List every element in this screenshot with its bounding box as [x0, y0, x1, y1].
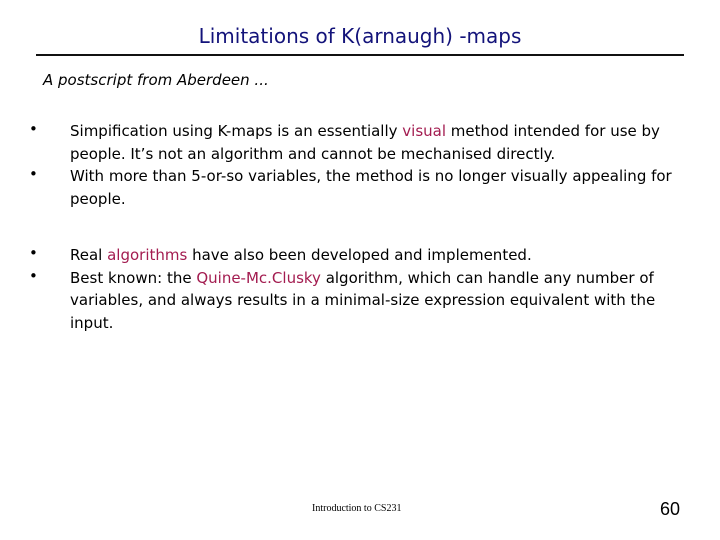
bullet-text	[70, 122, 660, 163]
bullet-marker: •	[29, 244, 38, 262]
page-number: 60	[659, 499, 680, 519]
bullet-text-segment: Real	[70, 246, 108, 264]
slide-title: Limitations of K(arnaugh) -maps	[198, 24, 522, 48]
footer-text: Introduction to CS231	[312, 503, 402, 514]
bullet-text-segment: Best known: the	[70, 268, 197, 287]
bullet-marker: •	[29, 120, 38, 138]
bullet-item	[29, 244, 679, 267]
bullet-text-segment: have also been developed and implemented.	[187, 246, 532, 264]
bullet-text-segment: algorithm, which can handle any number of variables, and always results in a minimal-size expression equivalent with the input.	[70, 268, 656, 332]
bullet-group-2	[29, 244, 679, 334]
bullet-text-segment: With more than 5-or-so variables, the method is no longer visually appealing for people.	[70, 167, 672, 208]
accent-text: visual	[402, 122, 447, 140]
bullet-text	[70, 269, 655, 332]
bullet-item	[29, 267, 679, 335]
bullet-marker: •	[29, 165, 38, 183]
title-divider	[36, 54, 684, 56]
bullet-item	[29, 165, 679, 210]
bullet-marker: •	[29, 266, 38, 285]
bullet-text	[70, 167, 672, 208]
bullet-text-segment: method intended for use by people. It’s not an algorithm and cannot be mechanised directly.	[70, 122, 660, 163]
bullet-text-segment: Simpification using K-maps is an essentially	[70, 122, 403, 140]
slide-subtitle: A postscript from Aberdeen ...	[43, 71, 269, 89]
bullet-group-1	[29, 120, 679, 210]
bullet-text	[70, 246, 532, 264]
accent-text: algorithms	[107, 246, 188, 264]
bullet-item	[29, 120, 679, 165]
accent-text: Quine-Mc.Clusky	[196, 268, 321, 287]
